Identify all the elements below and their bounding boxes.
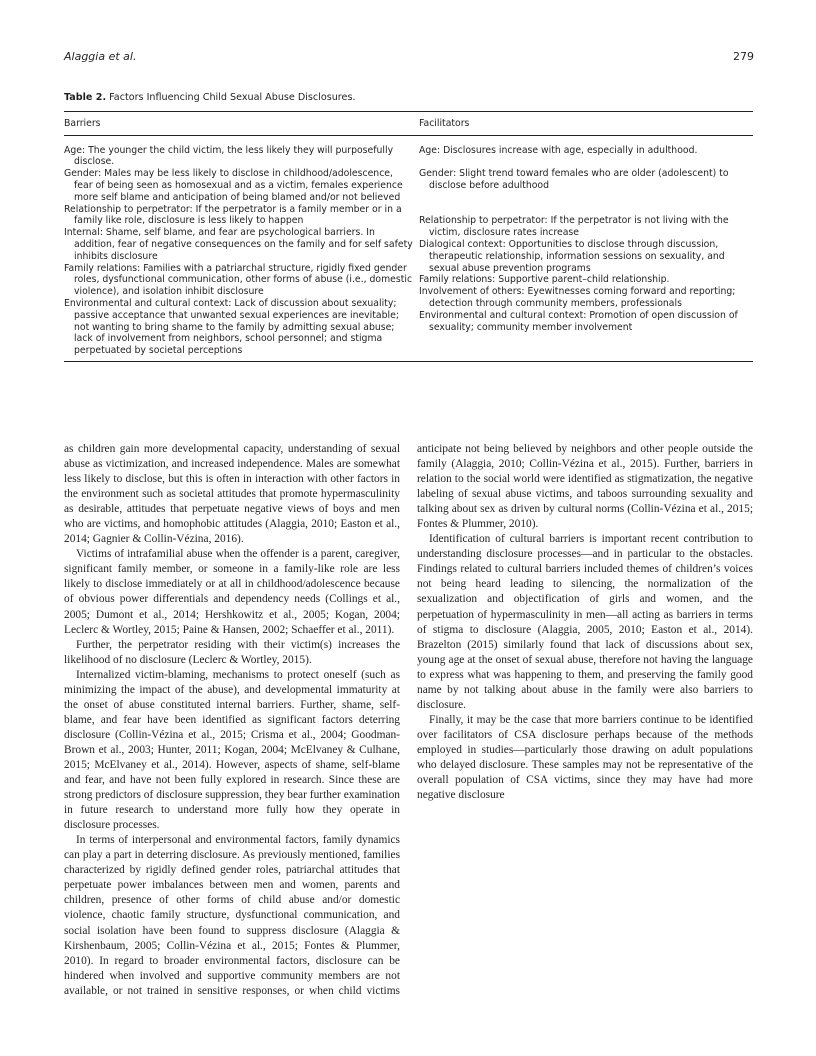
paragraph: Identification of cultural barriers is important recent contribution to understanding disclosure processes—and in particular to the obstacles. Findings related to cultural barriers included themes of children’s voices not being heard leading to silencing, the normalization of the sexualization and objectification of girls and women, and the perpetuation of hypermasculinity in men—all acting as barriers in terms of stigma to disclosure (Alaggia, 2005, 2010; Easton et al., 2014). Brazelton (2015) similarly found that lack of discussions about sex, young age at the onset of sexual abuse, therefore not having the language to express what was happening to them, and preserving the family good name by not talking about abuse in the family were also barriers to disclosure. [417, 533, 753, 711]
page-number: 279 [733, 50, 754, 63]
facilitator-gender: Gender: Slight trend toward females who are older (adolescent) to disclose before adulthood [419, 168, 729, 191]
facilitators-list [419, 145, 753, 357]
article-body [64, 442, 753, 1002]
facilitator-relationship: Relationship to perpetrator: If the perpetrator is not living with the victim, disclosure rates increase [419, 215, 729, 239]
barriers-list [64, 145, 414, 357]
paragraph: Finally, it may be the case that more barriers continue to be identified over facilitators of CSA disclosure perhaps because of the methods employed in studies—particularly those drawing on adult populations who delayed disclosure. These samples may not be representative of the overall population of CSA victims, since they may have had more negative disclosure [417, 713, 753, 802]
barrier-gender: Gender: Males may be less likely to disclose in childhood/adolescence, fear of being seen as homosexual and as a victim, females experience more self blame and anticipation of being blamed and/or not believed [64, 168, 403, 203]
facilitator-family-relations: Family relations: Supportive parent–child relationship. [419, 274, 670, 286]
table-label: Table 2. [64, 92, 107, 103]
table-caption-text: Factors Influencing Child Sexual Abuse Disclosures. [109, 92, 356, 103]
table-bottom-rule [64, 361, 753, 362]
table-body [64, 136, 753, 361]
barrier-internal: Internal: Shame, self blame, and fear are psychological barriers. In addition, fear of negative consequences on the family and for self safety inhibits disclosure [64, 227, 413, 262]
table-caption [64, 92, 753, 104]
barrier-family-relations: Family relations: Families with a patriarchal structure, rigidly fixed gender roles, dysfunctional communication, other forms of abuse (i.e., domestic violence), and isolation inhibit disclosure [64, 262, 413, 298]
facilitator-dialogical: Dialogical context: Opportunities to disclose through discussion, therapeutic relationship, information sessions on sexuality, and sexual abuse prevention programs [419, 238, 725, 274]
table-header-row [64, 112, 753, 135]
paragraph: Further, the perpetrator residing with their victim(s) increases the likelihood of no disclosure (Leclerc & Wortley, 2015). [64, 638, 400, 666]
paragraph: as children gain more developmental capacity, understanding of sexual abuse as victimization, and increased independence. Males are somewhat less likely to disclose, but this is often in interaction with other factors in the environment such as societal attitudes that promote hypermasculinity as desirable, attitudes that perpetuate negative views of boys and men who are victims, and homophobic attitudes (Alaggia, 2010; Easton et al., 2014; Gagnier & Collin-Vézina, 2016). [64, 443, 400, 546]
barrier-age: Age: The younger the child victim, the less likely they will purposefully disclose. [64, 144, 394, 168]
barrier-relationship: Relationship to perpetrator: If the perpetrator is a family member or in a family like role, disclosure is less likely to happen [64, 203, 402, 227]
column-header-facilitators: Facilitators [419, 117, 470, 129]
barrier-environmental: Environmental and cultural context: Lack of discussion about sexuality; passive acceptance that unwanted sexual experiences are inevitable; not wanting to bring shame to the family by admitting sexual abuse; lack of involvement from neighbors, school personnel; and stigma perpetuated by societal perceptions [64, 297, 399, 357]
column-header-barriers: Barriers [64, 117, 101, 129]
facilitator-age: Age: Disclosures increase with age, especially in adulthood. [419, 144, 698, 156]
table-2 [64, 92, 753, 362]
facilitator-environmental: Environmental and cultural context: Promotion of open discussion of sexuality; community member involvement [419, 309, 738, 333]
paragraph: In terms of interpersonal and environmental factors, family dynamics can play a part in deterring disclosure. As previously mentioned, families characterized by rigidly defined gender roles, patriarchal attitudes that perpetuate power imbalances between men and women, parents and children, presence of other forms of child abuse and/or domestic violence, chaotic family structure, dysfunctional communication, and social isolation have been found to suppress disclosure (Alaggia & Kirshenbaum, 2005; Collin-Vézina et al., 2015; Fontes & Plummer, 2010). In regard to broader environmental factors, disclosure can be hindered when involved and supportive community members are not available, or not trained in sensitive responses, or when child victims anticipate not being believed by neighbors and other people outside the family (Alaggia, 2010; Collin-Vézina et al., 2015). Further, barriers in relation to the social world were identified as stigmatization, the negative labeling of sexual abuse victims, and taboos surrounding sexuality and talking about sex as driven by cultural norms (Collin-Vézina et al., 2015; Fontes & Plummer, 2010). [64, 443, 753, 997]
facilitator-others: Involvement of others: Eyewitnesses coming forward and reporting; detection through community members, professionals [419, 286, 736, 309]
paragraph: Victims of intrafamilial abuse when the offender is a parent, caregiver, significant family member, or someone in a family-like role are less likely to disclose immediately or at all in childhood/adolescence because of obvious power differentials and dependency needs (Collings et al., 2005; Dumont et al., 2014; Hershkowitz et al., 2005; Kogan, 2004; Leclerc & Wortley, 2015; Paine & Hansen, 2002; Schaeffer et al., 2011). [64, 548, 400, 636]
paragraph: Internalized victim-blaming, mechanisms to protect oneself (such as minimizing the impact of the abuse), and developmental immaturity at the onset of abuse constituted internal barriers. Further, shame, self-blame, and fear have been identified as significant factors deterring disclosure (Collin-Vézina et al., 2015; Crisma et al., 2004; Goodman-Brown et al., 2003; Hunter, 2011; Kogan, 2004; McElvaney & Culhane, 2015; McElvaney et al., 2014). However, aspects of shame, self-blame and fear, and have not been fully explored in research. Since these are strong predictors of disclosure suppression, they bear further examination in future research to understand more fully how they operate in disclosure processes. [64, 668, 400, 832]
running-header-author: Alaggia et al. [64, 50, 137, 63]
